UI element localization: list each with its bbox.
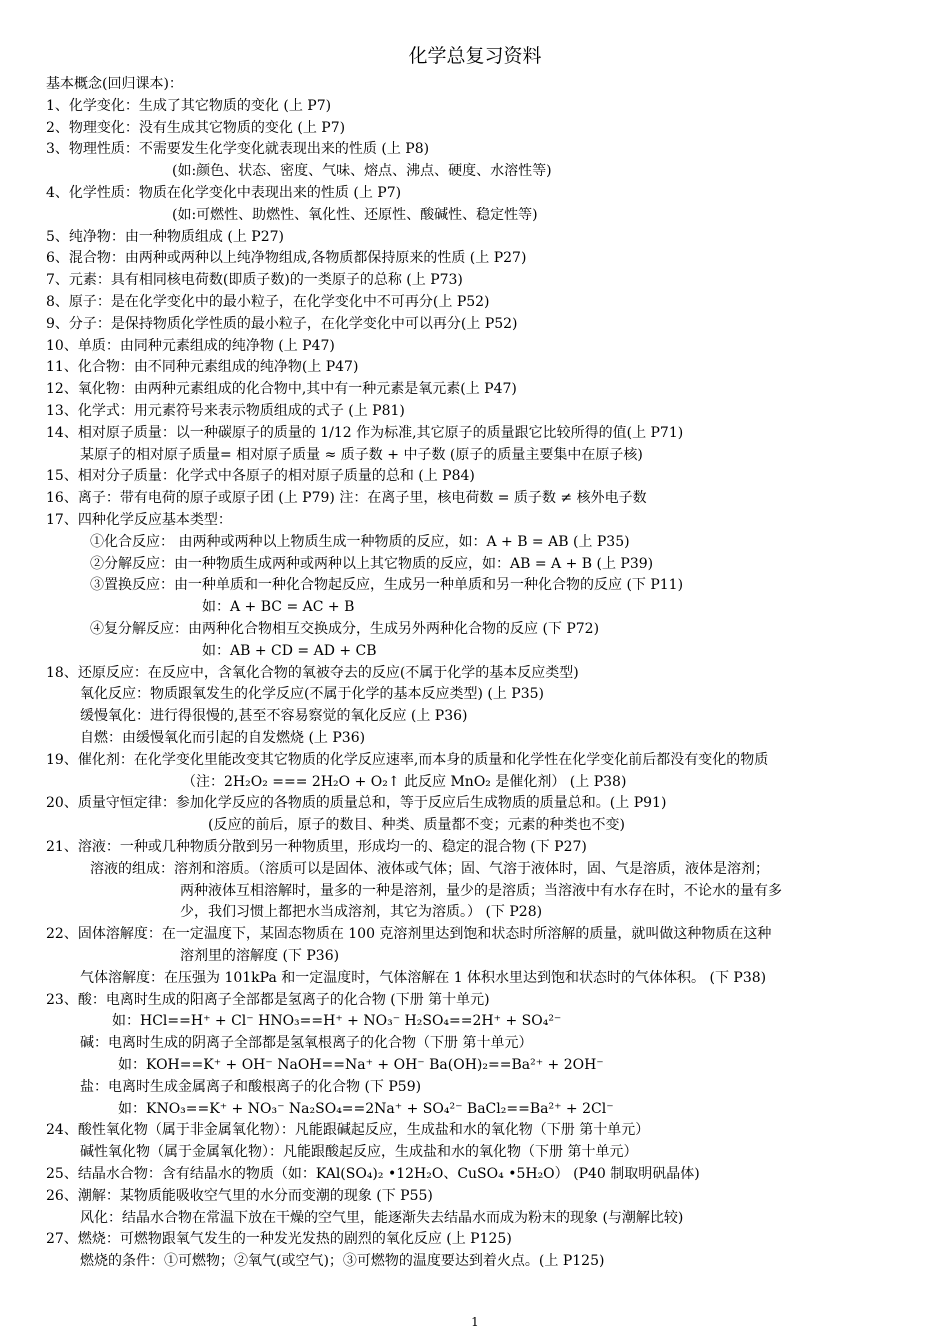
text-line: 15、相对分子质量：化学式中各原子的相对原子质量的总和 (上 P84) xyxy=(46,468,475,485)
text-line: (反应的前后，原子的数目、种类、质量都不变；元素的种类也不变) xyxy=(208,817,625,834)
text-line: 19、催化剂：在化学变化里能改变其它物质的化学反应速率,而本身的质量和化学性在化学变化前后都没有变化的物质 xyxy=(46,751,769,768)
text-line: 碱性氧化物（属于金属氧化物）：凡能跟酸起反应，生成盐和水的氧化物（下册 第十单元） xyxy=(80,1144,638,1161)
text-line: (如:可燃性、助燃性、氧化性、还原性、酸碱性、稳定性等) xyxy=(172,206,538,223)
text-line: 14、相对原子质量：以一种碳原子的质量的 1/12 作为标准,其它原子的质量跟它比较所得的值(上 P71) xyxy=(46,424,684,441)
text-line: 自燃：由缓慢氧化而引起的自发燃烧 (上 P36) xyxy=(80,730,366,746)
text-line: 某原子的相对原子质量= 相对原子质量 ≈ 质子数 + 中子数 (原子的质量主要集中在原子核) xyxy=(80,446,643,463)
text-line: 溶剂里的溶解度 (下 P36) xyxy=(180,948,340,964)
text-line: 风化：结晶水合物在常温下放在干燥的空气里，能逐渐失去结晶水而成为粉末的现象 (与潮解比较) xyxy=(80,1209,684,1226)
text-line: 12、氧化物：由两种元素组成的化合物中,其中有一种元素是氧元素(上 P47) xyxy=(46,381,517,398)
text-line: 气体溶解度：在压强为 101kPa 和一定温度时，气体溶解在 1 体积水里达到饱和状态时的气体体积。 (下 P38) xyxy=(80,969,767,986)
text-line: 少，我们习惯上都把水当成溶剂，其它为溶质。） (下 P28) xyxy=(180,904,543,921)
text-line: 碱：电离时生成的阴离子全部都是氢氧根离子的化合物（下册 第十单元） xyxy=(80,1035,533,1052)
text-line: 缓慢氧化：进行得很慢的,甚至不容易察觉的氧化反应 (上 P36) xyxy=(80,708,468,725)
text-line: 8、原子：是在化学变化中的最小粒子，在化学变化中不可再分(上 P52) xyxy=(46,294,490,310)
text-line: ①化合反应： 由两种或两种以上物质生成一种物质的反应，如：A + B = AB (上 P35) xyxy=(90,533,630,550)
text-line: 如：KNO₃==K⁺ + NO₃⁻ Na₂SO₄==2Na⁺ + SO₄²⁻ BaCl₂==Ba²⁺ + 2Cl⁻ xyxy=(118,1100,614,1117)
text-line: 25、结晶水合物：含有结晶水的物质（如：KAl(SO₄)₂ •12H₂O、CuSO₄ •5H₂O） (P40 制取明矾晶体) xyxy=(46,1166,700,1182)
document-title: 化学总复习资料 xyxy=(408,45,542,67)
text-line: 23、酸：电离时生成的阳离子全部都是氢离子的化合物 (下册 第十单元) xyxy=(46,991,490,1008)
text-line: 5、纯净物：由一种物质组成 (上 P27) xyxy=(46,228,284,245)
text-line: （注：2H₂O₂ === 2H₂O + O₂↑ 此反应 MnO₂ 是催化剂） (上 P38) xyxy=(182,773,627,790)
text-line: 燃烧的条件：①可燃物；②氧气(或空气)；③可燃物的温度要达到着火点。(上 P125) xyxy=(80,1253,605,1270)
text-line: 1、化学变化：生成了其它物质的变化 (上 P7) xyxy=(46,97,332,114)
text-line: ③置换反应：由一种单质和一种化合物起反应，生成另一种单质和另一种化合物的反应 (下 P11) xyxy=(90,577,684,594)
text-line: ②分解反应：由一种物质生成两种或两种以上其它物质的反应，如：AB = A + B (上 P39) xyxy=(90,555,654,572)
text-line: 7、元素：具有相同核电荷数(即质子数)的一类原子的总称 (上 P73) xyxy=(46,272,463,289)
text-line: 16、离子：带有电荷的原子或原子团 (上 P79) 注：在离子里，核电荷数 = 质子数 ≠ 核外电子数 xyxy=(46,490,647,507)
text-line: 24、酸性氧化物（属于非金属氧化物）：凡能跟碱起反应，生成盐和水的氧化物（下册 第十单元） xyxy=(46,1122,650,1139)
text-line: 如：HCl==H⁺ + Cl⁻ HNO₃==H⁺ + NO₃⁻ H₂SO₄==2H⁺ + SO₄²⁻ xyxy=(112,1013,562,1030)
text-line: 如：KOH==K⁺ + OH⁻ NaOH==Na⁺ + OH⁻ Ba(OH)₂==Ba²⁺ + 2OH⁻ xyxy=(118,1057,604,1073)
text-line: 13、化学式：用元素符号来表示物质组成的式子 (上 P81) xyxy=(46,403,405,419)
text-line: 20、质量守恒定律：参加化学反应的各物质的质量总和，等于反应后生成物质的质量总和。(上 P91) xyxy=(46,795,667,812)
text-line: 2、物理变化：没有生成其它物质的变化 (上 P7) xyxy=(46,119,346,136)
text-line: 6、混合物：由两种或两种以上纯净物组成,各物质都保持原来的性质 (上 P27) xyxy=(46,250,527,267)
text-line: 如：AB + CD = AD + CB xyxy=(202,642,377,659)
text-line: 27、燃烧：可燃物跟氧气发生的一种发光发热的剧烈的氧化反应 (上 P125) xyxy=(46,1231,512,1248)
text-line: 4、化学性质：物质在化学变化中表现出来的性质 (上 P7) xyxy=(46,185,402,201)
text-line: 17、四种化学反应基本类型： xyxy=(46,512,232,528)
text-line: 如：A + BC = AC + B xyxy=(202,599,355,616)
page-number: 1 xyxy=(471,1315,479,1329)
text-line: 21、溶液：一种或几种物质分散到另一种物质里，形成均一的、稳定的混合物 (下 P27) xyxy=(46,839,587,855)
text-line: 3、物理性质：不需要发生化学变化就表现出来的性质 (上 P8) xyxy=(46,141,430,158)
text-line: 氧化反应：物质跟氧发生的化学反应(不属于化学的基本反应类型) (上 P35) xyxy=(80,686,544,703)
text-line: 10、单质：由同种元素组成的纯净物 (上 P47) xyxy=(46,337,335,354)
text-line: ④复分解反应：由两种化合物相互交换成分，生成另外两种化合物的反应 (下 P72) xyxy=(90,621,600,637)
text-line: 盐：电离时生成金属离子和酸根离子的化合物 (下 P59) xyxy=(80,1078,422,1095)
text-line: 基本概念(回归课本)： xyxy=(46,76,183,92)
text-line: (如:颜色、状态、密度、气味、熔点、沸点、硬度、水溶性等) xyxy=(172,163,552,180)
text-line: 9、分子：是保持物质化学性质的最小粒子，在化学变化中可以再分(上 P52) xyxy=(46,315,518,332)
text-line: 22、固体溶解度：在一定温度下，某固态物质在 100 克溶剂里达到饱和状态时所溶解的质量，就叫做这种物质在这种 xyxy=(46,926,772,943)
text-line: 18、还原反应：在反应中，含氧化合物的氧被夺去的反应(不属于化学的基本反应类型) xyxy=(46,664,579,681)
text-line: 11、化合物：由不同种元素组成的纯净物(上 P47) xyxy=(46,359,359,376)
text-line: 溶液的组成：溶剂和溶质。（溶质可以是固体、液体或气体；固、气溶于液体时，固、气是溶质，液体是溶剂； xyxy=(90,860,769,877)
text-line: 26、潮解：某物质能吸收空气里的水分而变潮的现象 (下 P55) xyxy=(46,1187,433,1204)
text-line: 两种液体互相溶解时，量多的一种是溶剂，量少的是溶质；当溶液中有水存在时，不论水的量有多 xyxy=(180,882,782,899)
